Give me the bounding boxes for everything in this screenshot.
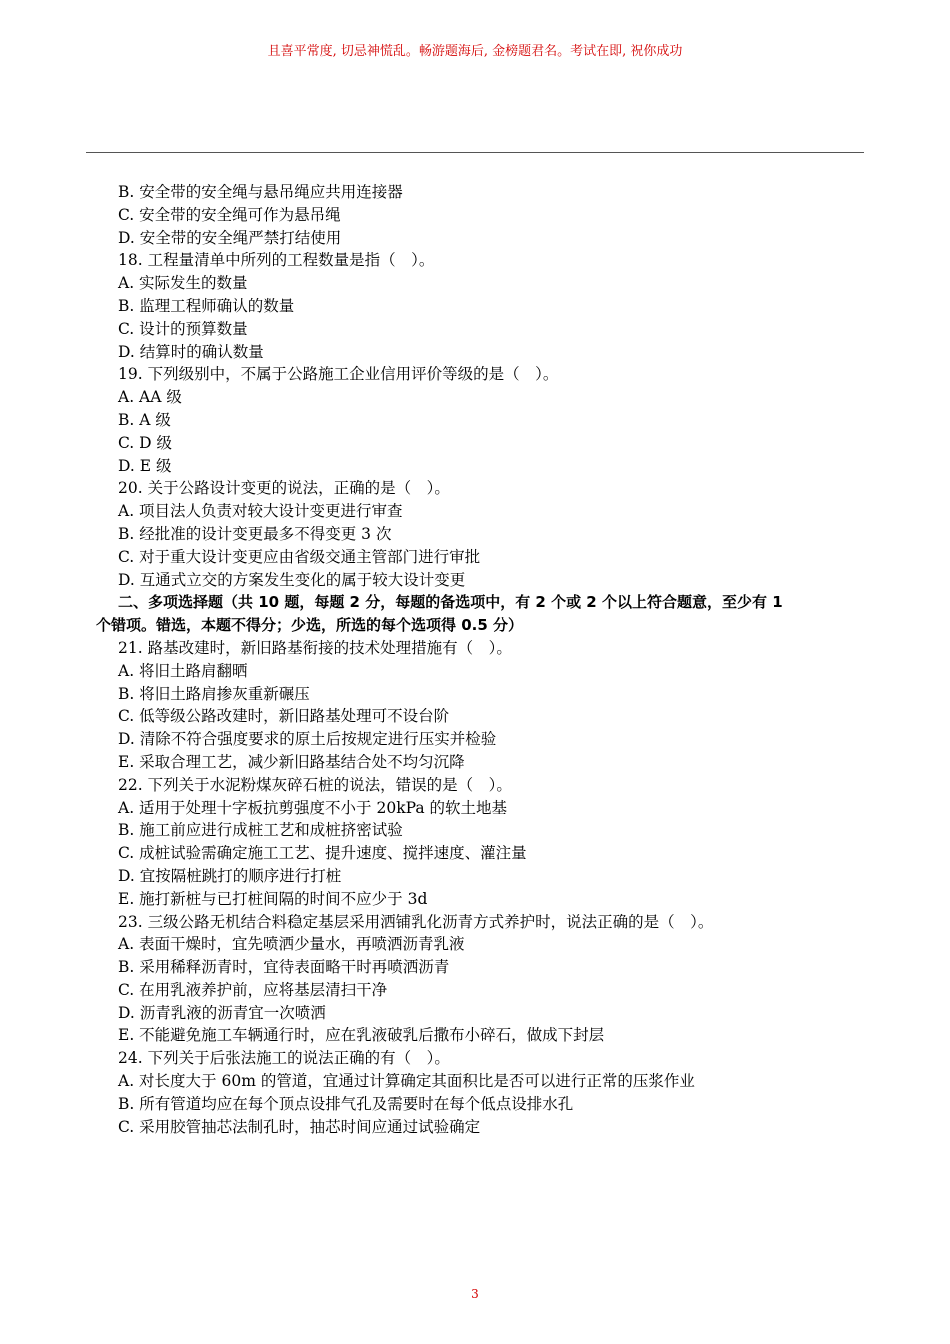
answer-option: C. D 级 <box>118 433 173 452</box>
answer-option: B. 监理工程师确认的数量 <box>118 296 295 315</box>
answer-option: D. 安全带的安全绳严禁打结使用 <box>118 228 342 247</box>
question-stem: 23. 三级公路无机结合料稳定基层采用洒铺乳化沥青方式养护时，说法正确的是（ ）。 <box>118 912 714 931</box>
section-heading-multiple-choice <box>96 591 866 637</box>
question-stem: 22. 下列关于水泥粉煤灰碎石桩的说法，错误的是（ ）。 <box>118 775 512 794</box>
answer-option: B. 所有管道均应在每个顶点设排气孔及需要时在每个低点设排水孔 <box>118 1094 574 1113</box>
question-stem: 19. 下列级别中，不属于公路施工企业信用评价等级的是（ ）。 <box>118 365 559 384</box>
question-stem: 18. 工程量清单中所列的工程数量是指（ ）。 <box>118 251 435 270</box>
answer-option: B. 采用稀释沥青时，宜待表面略干时再喷洒沥青 <box>118 958 450 977</box>
question-stem: 24. 下列关于后张法施工的说法正确的有（ ）。 <box>118 1049 450 1068</box>
answer-option: A. 适用于处理十字板抗剪强度不小于 20kPa 的软土地基 <box>118 798 507 817</box>
answer-option: E. 采取合理工艺，减少新旧路基结合处不均匀沉降 <box>118 752 465 771</box>
answer-option: D. 清除不符合强度要求的原土后按规定进行压实并检验 <box>118 730 497 749</box>
answer-option: A. 实际发生的数量 <box>118 274 248 293</box>
answer-option: B. A 级 <box>118 410 171 429</box>
answer-option: A. 对长度大于 60m 的管道，宜通过计算确定其面积比是否可以进行正常的压浆作业 <box>118 1072 695 1091</box>
question-stem: 20. 关于公路设计变更的说法，正确的是（ ）。 <box>118 479 450 498</box>
section-heading-line-1: 二、多项选择题（共 10 题，每题 2 分，每题的备选项中，有 2 个或 2 个以上符合题意，至少有 1 <box>118 593 783 612</box>
page-number: 3 <box>471 1287 479 1301</box>
answer-option: B. 将旧土路肩掺灰重新碾压 <box>118 684 310 703</box>
answer-option: D. 结算时的确认数量 <box>118 342 264 361</box>
answer-option: C. 低等级公路改建时，新旧路基处理可不设台阶 <box>118 707 450 726</box>
answer-option: A. 表面干燥时，宜先喷洒少量水，再喷洒沥青乳液 <box>118 935 465 954</box>
document-body <box>96 181 866 1138</box>
answer-option: E. 不能避免施工车辆通行时，应在乳液破乳后撒布小碎石，做成下封层 <box>118 1026 605 1045</box>
answer-option: C. 成桩试验需确定施工工艺、提升速度、搅拌速度、灌注量 <box>118 844 527 863</box>
answer-option: C. 对于重大设计变更应由省级交通主管部门进行审批 <box>118 547 481 566</box>
question-block-multiple-choice <box>96 637 866 1139</box>
answer-option: B. 经批准的设计变更最多不得变更 3 次 <box>118 524 392 543</box>
answer-option: E. 施打新桩与已打桩间隔的时间不应少于 3d <box>118 889 428 908</box>
answer-option: B. 施工前应进行成桩工艺和成桩挤密试验 <box>118 821 403 840</box>
answer-option: A. AA 级 <box>118 388 182 407</box>
answer-option: C. 安全带的安全绳可作为悬吊绳 <box>118 205 341 224</box>
answer-option: B. 安全带的安全绳与悬吊绳应共用连接器 <box>118 183 403 201</box>
answer-option: C. 设计的预算数量 <box>118 319 248 338</box>
answer-option: C. 在用乳液养护前，应将基层清扫干净 <box>118 980 388 999</box>
section-heading-line-2: 个错项。错选，本题不得分；少选，所选的每个选项得 0.5 分） <box>96 616 524 635</box>
answer-option: A. 项目法人负责对较大设计变更进行审查 <box>118 502 403 521</box>
page-header-motto: 且喜平常度, 切忌神慌乱。畅游题海后, 金榜题君名。考试在即, 祝你成功 <box>267 44 683 59</box>
answer-option: D. 宜按隔桩跳打的顺序进行打桩 <box>118 866 342 885</box>
answer-option: D. E 级 <box>118 456 172 475</box>
header-divider <box>86 152 864 153</box>
answer-option: D. 沥青乳液的沥青宜一次喷洒 <box>118 1003 326 1022</box>
question-stem: 21. 路基改建时，新旧路基衔接的技术处理措施有（ ）。 <box>118 638 512 657</box>
answer-option: C. 采用胶管抽芯法制孔时，抽芯时间应通过试验确定 <box>118 1117 481 1136</box>
answer-option: D. 互通式立交的方案发生变化的属于较大设计变更 <box>118 570 466 589</box>
answer-option: A. 将旧土路肩翻晒 <box>118 661 248 680</box>
question-block-single-choice <box>96 181 866 591</box>
